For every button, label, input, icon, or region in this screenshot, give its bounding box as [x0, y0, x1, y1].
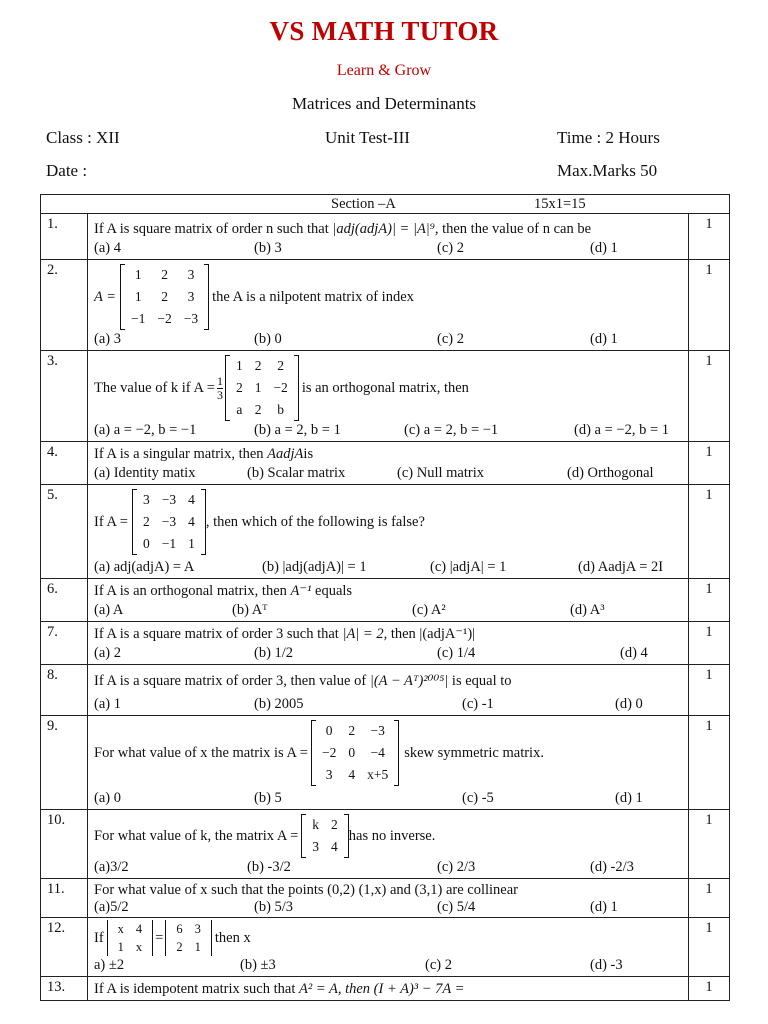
option: (a) 4 [94, 240, 121, 256]
question-text: is [303, 446, 314, 462]
question-number: 4. [41, 442, 88, 485]
question-text: then x [214, 929, 251, 946]
question-number: 8. [41, 665, 88, 716]
date-label: Date : [46, 161, 88, 180]
question-text: has no inverse. [348, 827, 436, 844]
question-text: skew symmetric matrix. [404, 744, 544, 761]
option: (a) A [94, 602, 124, 618]
question-row [41, 716, 730, 810]
matrix: 0 2 −3 −2 0 −4 3 4 x+5 [311, 720, 399, 786]
option: (b) -3/2 [247, 859, 291, 875]
question-marks: 1 [689, 879, 730, 918]
option: (a) 1 [94, 696, 121, 712]
option: (c) |adjA| = 1 [430, 559, 507, 575]
question-marks: 1 [689, 716, 730, 810]
tagline: Learn & Grow [336, 62, 432, 79]
question-row [41, 665, 730, 716]
option: (b) a = 2, b = 1 [254, 422, 341, 438]
question-number: 6. [41, 579, 88, 622]
question-text: If A is square matrix of order n such that [94, 221, 333, 237]
section-marks: 15x1=15 [534, 196, 586, 212]
question-row [41, 214, 730, 260]
question-row [41, 485, 730, 579]
option: (b) 3 [254, 240, 282, 256]
fraction: $\frac{1}{3}$ [216, 373, 223, 402]
math-expression: AadjA [267, 446, 304, 462]
option: (d) 4 [620, 645, 648, 661]
option: (d) 1 [590, 899, 618, 915]
question-marks: 1 [689, 442, 730, 485]
question-marks: 1 [689, 351, 730, 442]
option: (c) 1/4 [437, 645, 476, 661]
question-number: 5. [41, 485, 88, 579]
option: (a) 2 [94, 645, 121, 661]
option: (b) 5 [254, 790, 282, 806]
option: (d) A³ [570, 602, 605, 618]
option: (c) Null matrix [397, 465, 484, 481]
option: (c) A² [412, 602, 446, 618]
question-text: For what value of x such that the points (0,2) (1,x) and (3,1) are collinear [94, 882, 518, 898]
question-number: 12. [41, 918, 88, 977]
question-row [41, 622, 730, 665]
option: (c) 2 [437, 240, 464, 256]
math-expression: then (I + A)³ − 7A = [341, 981, 465, 997]
question-number: 3. [41, 351, 88, 442]
question-marks: 1 [689, 214, 730, 260]
question-text: the A is a nilpotent matrix of index [212, 288, 414, 305]
question-text: If A is an orthogonal matrix, then [94, 583, 291, 599]
matrix: 3 −3 4 2 −3 4 0 −1 1 [132, 489, 206, 555]
math-expression: A⁻¹ [290, 583, 312, 599]
time-label: Time : 2 Hours [557, 128, 660, 147]
question-text: If A is a singular matrix, then [94, 446, 268, 462]
option: (c) -5 [462, 790, 494, 806]
equals-sign: = [155, 929, 164, 946]
option: (b) ±3 [240, 957, 276, 973]
question-number: 1. [41, 214, 88, 260]
question-number: 11. [41, 879, 88, 918]
option: (d) Orthogonal [567, 465, 654, 481]
question-text: If A is a square matrix of order 3 such that [94, 626, 343, 642]
determinant: 6 3 2 1 [165, 920, 212, 956]
math-expression: |adj(adjA)| = |A|⁹, [332, 221, 439, 237]
math-expression: |A| = 2, [342, 626, 388, 642]
question-marks: 1 [689, 485, 730, 579]
option: (a) a = −2, b = −1 [94, 422, 197, 438]
option: (d) a = −2, b = 1 [574, 422, 670, 438]
question-row [41, 260, 730, 351]
option: (b) 5/3 [254, 899, 294, 915]
question-text: If A is a square matrix of order 3, then value of [94, 673, 370, 689]
option: (b) 0 [254, 331, 282, 347]
question-marks: 1 [689, 665, 730, 716]
question-row [41, 810, 730, 879]
option: (d) 1 [615, 790, 643, 806]
question-row [41, 442, 730, 485]
question-text: , then which of the following is false? [205, 513, 425, 530]
question-marks: 1 [689, 918, 730, 977]
question-text: equals [311, 583, 353, 599]
class-label: Class : XII [46, 128, 120, 147]
matrix: k 2 3 4 [301, 814, 349, 858]
question-marks: 1 [689, 977, 730, 1001]
option: (d) AadjA = 2I [578, 559, 664, 575]
option: (a) adj(adjA) = A [94, 559, 195, 575]
option: (d) 1 [590, 240, 618, 256]
question-text: If [94, 929, 104, 946]
option: (d) -2/3 [590, 859, 634, 875]
page-title: VS MATH TUTOR [269, 16, 499, 46]
question-row [41, 579, 730, 622]
question-text: then |(adjA⁻¹)| [387, 626, 476, 642]
matrix: 1 2 3 1 2 3 −1 −2 −3 [120, 264, 209, 330]
question-row [41, 879, 730, 918]
question-table [40, 194, 730, 1001]
option: (c) -1 [462, 696, 494, 712]
option: (c) 2/3 [437, 859, 476, 875]
question-text: is equal to [448, 673, 512, 689]
option: (b) Aᵀ [232, 602, 268, 618]
option: (a) 0 [94, 790, 121, 806]
option: (d) 0 [615, 696, 643, 712]
question-marks: 1 [689, 622, 730, 665]
question-text: is an orthogonal matrix, then [301, 379, 469, 396]
option: a) ±2 [94, 957, 125, 973]
matrix: 1 2 2 2 1 −2 a 2 b [225, 355, 299, 421]
question-text: For what value of x the matrix is A = [94, 744, 308, 761]
option: (c) 5/4 [437, 899, 476, 915]
question-marks: 1 [689, 579, 730, 622]
question-text: The value of k if A = [94, 379, 215, 396]
option: (a)5/2 [94, 899, 129, 915]
option: (d) 1 [590, 331, 618, 347]
max-marks: Max.Marks 50 [557, 161, 658, 180]
option: (c) 2 [425, 957, 452, 973]
option: (a)3/2 [94, 859, 129, 875]
option: (d) -3 [590, 957, 623, 973]
question-text: If A is idempotent matrix such that [94, 981, 299, 997]
math-expression: A² = A, [298, 981, 342, 997]
question-number: 7. [41, 622, 88, 665]
option: (a) 3 [94, 331, 121, 347]
question-row [41, 918, 730, 977]
question-text: If A = [94, 513, 128, 530]
option: (b) |adj(adjA)| = 1 [262, 559, 367, 575]
question-number: 9. [41, 716, 88, 810]
question-number: 13. [41, 977, 88, 1001]
section-name: Section –A [331, 196, 396, 212]
option: (c) a = 2, b = −1 [404, 422, 499, 438]
option: (b) 1/2 [254, 645, 294, 661]
question-text: then the value of n can be [438, 221, 592, 237]
option: (b) Scalar matrix [247, 465, 346, 481]
test-name: Unit Test-III [325, 128, 410, 147]
question-row [41, 351, 730, 442]
option: (a) Identity matix [94, 465, 196, 481]
option: (c) 2 [437, 331, 464, 347]
math-expression: |(A − Aᵀ)²⁰⁰⁵| [369, 673, 449, 689]
section-row [41, 195, 730, 214]
determinant: x 4 1 x [107, 920, 154, 956]
question-row [41, 977, 730, 1001]
question-number: 10. [41, 810, 88, 879]
question-marks: 1 [689, 810, 730, 879]
math-expression: A = [94, 288, 117, 305]
subject-heading: Matrices and Determinants [291, 94, 477, 113]
option: (b) 2005 [254, 696, 304, 712]
question-number: 2. [41, 260, 88, 351]
question-text: For what value of k, the matrix A = [94, 827, 299, 844]
question-marks: 1 [689, 260, 730, 351]
